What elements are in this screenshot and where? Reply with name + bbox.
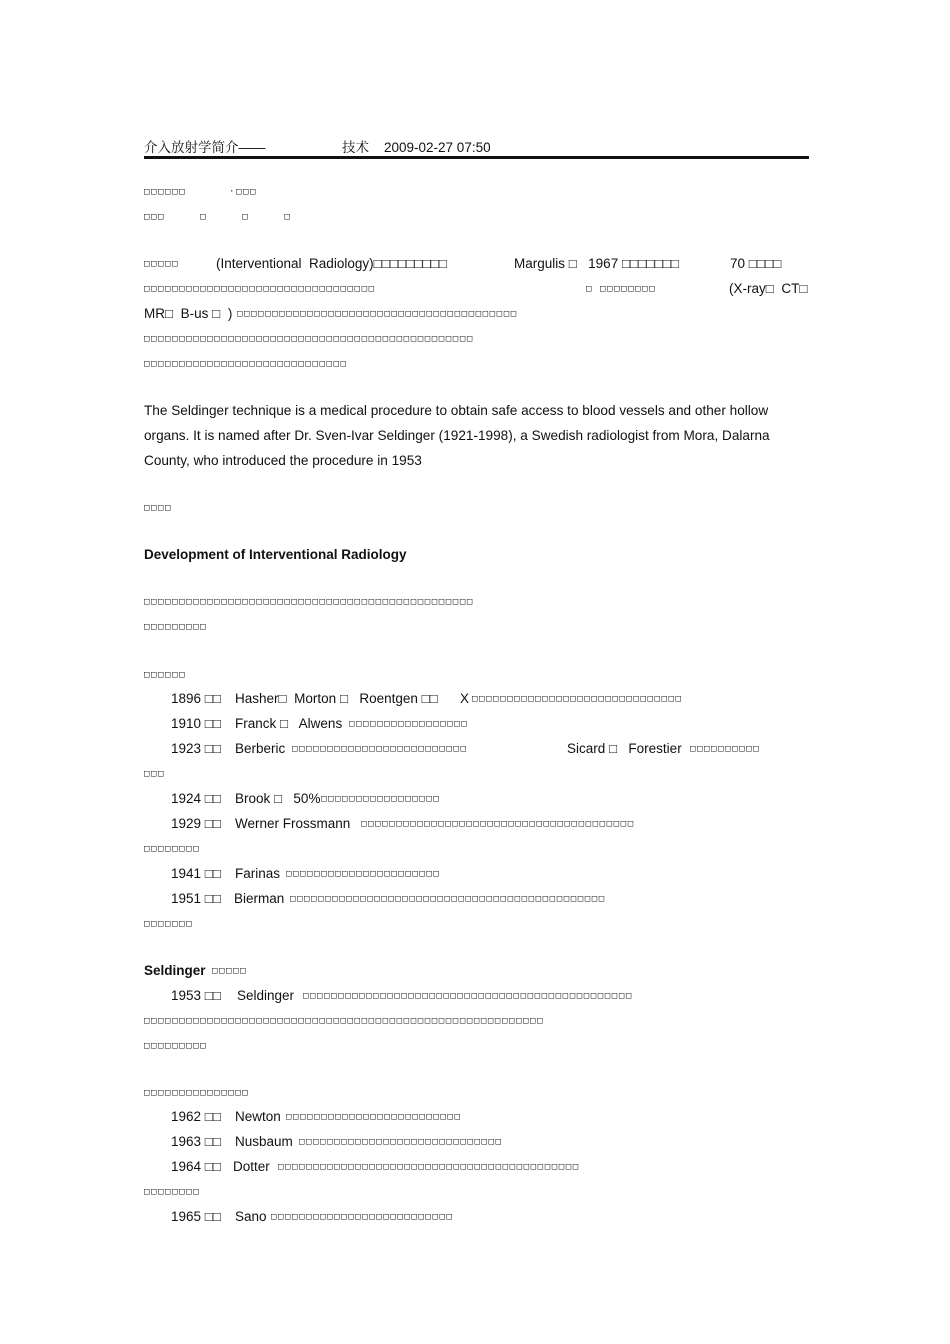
early-year-1951: 1951 □□ <box>171 891 222 906</box>
early-text-1896: □□□□□□□□□□□□□□□□□□□□□□□□□□□□□□ <box>472 694 683 704</box>
intro-l1a: □□□□□ <box>144 259 180 269</box>
seldinger-text-l2: □□□□□□□□□□□□□□□□□□□□□□□□□□□□□□□□□□□□□□□□□□□□□□□□□□□□□□□□□ <box>144 1016 545 1026</box>
seldinger-name: Seldinger <box>237 988 295 1003</box>
early-name-1929: Werner Frossmann <box>235 816 351 831</box>
early-cont-1951: □□□□□□□ <box>144 919 194 929</box>
dev-text-l1: □□□□□□□□□□□□□□□□□□□□□□□□□□□□□□□□□□□□□□□□□□□□□□□ <box>144 597 474 607</box>
article-category: 技术 <box>342 140 369 155</box>
meta-line-1b: ·□□□ <box>229 187 258 197</box>
modern-name-1964: Dotter <box>233 1159 270 1174</box>
modern-cont-1964: □□□□□□□□ <box>144 1187 201 1197</box>
meta-line-2: □□□ □ □ □ <box>144 212 292 222</box>
modern-name-1965: Sano <box>235 1209 267 1224</box>
development-heading: Development of Interventional Radiology <box>144 547 407 562</box>
seldinger-year: 1953 □□ <box>171 988 222 1003</box>
seldinger-heading-cn: □□□□□ <box>212 966 248 976</box>
early-text-1951: □□□□□□□□□□□□□□□□□□□□□□□□□□□□□□□□□□□□□□□□□□□□□ <box>290 894 606 904</box>
header-rule <box>144 156 809 159</box>
early-text2-1923: □□□□□□□□□□ <box>690 744 761 754</box>
early-text-1923: □□□□□□□□□□□□□□□□□□□□□□□□□ <box>292 744 468 754</box>
seldinger-text-l3: □□□□□□□□□ <box>144 1041 208 1051</box>
early-text-1929: □□□□□□□□□□□□□□□□□□□□□□□□□□□□□□□□□□□□□□□ <box>361 819 635 829</box>
article-title: 介入放射学简介—— <box>144 140 266 155</box>
intro-l3b: □□□□□□□□□□□□□□□□□□□□□□□□□□□□□□□□□□□□□□□□ <box>237 309 518 319</box>
intro-l1d: 70 □□□□ <box>730 256 782 271</box>
intro-l4: □□□□□□□□□□□□□□□□□□□□□□□□□□□□□□□□□□□□□□□□□□□□□□□ <box>144 334 474 344</box>
modern-heading: □□□□□□□□□□□□□□□ <box>144 1088 250 1098</box>
seldinger-heading: Seldinger <box>144 963 206 978</box>
early-name-1951: Bierman <box>234 891 285 906</box>
early-text-1910: □□□□□□□□□□□□□□□□□ <box>349 719 469 729</box>
seldinger-english-paragraph: The Seldinger technique is a medical procedure to obtain safe access to blood vessels and other hollow organs. It is named after Dr. Sven-Ivar Seldinger (1921-1998), a Swedish radiologist from Mora, Dalarna County, who introduced the procedure in 1953 <box>144 403 770 468</box>
article-datetime: 2009-02-27 07:50 <box>384 140 491 155</box>
modern-text-1962: □□□□□□□□□□□□□□□□□□□□□□□□□ <box>286 1112 462 1122</box>
early-year-1896: 1896 □□ <box>171 691 222 706</box>
dev-text-l2: □□□□□□□□□ <box>144 622 208 632</box>
early-name-1910: Franck □ Alwens <box>235 716 343 731</box>
small-heading: □□□□ <box>144 503 173 513</box>
early-text-1924: □□□□□□□□□□□□□□□□□ <box>321 794 441 804</box>
early-extra-1896: X <box>460 691 470 706</box>
early-name-1923: Berberic <box>235 741 286 756</box>
modern-text-1963: □□□□□□□□□□□□□□□□□□□□□□□□□□□□□ <box>299 1137 503 1147</box>
intro-l5: □□□□□□□□□□□□□□□□□□□□□□□□□□□□□ <box>144 359 348 369</box>
modern-year-1964: 1964 □□ <box>171 1159 222 1174</box>
modern-year-1962: 1962 □□ <box>171 1109 222 1124</box>
early-heading: □□□□□□ <box>144 670 187 680</box>
early-name-1924: Brook □ 50% <box>235 791 321 806</box>
modern-text-1965: □□□□□□□□□□□□□□□□□□□□□□□□□□ <box>271 1212 454 1222</box>
intro-l1b: (Interventional Radiology)□□□□□□□□□ <box>216 256 447 271</box>
seldinger-text: □□□□□□□□□□□□□□□□□□□□□□□□□□□□□□□□□□□□□□□□□□□□□□□ <box>303 991 633 1001</box>
early-year-1924: 1924 □□ <box>171 791 222 806</box>
intro-l2a: □□□□□□□□□□□□□□□□□□□□□□□□□□□□□□□□□ <box>144 284 376 294</box>
early-name-1941: Farinas <box>235 866 281 881</box>
modern-year-1965: 1965 □□ <box>171 1209 222 1224</box>
meta-line-1a: □□□□□□ <box>144 187 187 197</box>
early-year-1923: 1923 □□ <box>171 741 222 756</box>
modern-text-1964: □□□□□□□□□□□□□□□□□□□□□□□□□□□□□□□□□□□□□□□□□□□ <box>278 1162 580 1172</box>
intro-l1c: Margulis □ 1967 □□□□□□□ <box>514 256 680 271</box>
modern-name-1963: Nusbaum <box>235 1134 293 1149</box>
early-cont-1929: □□□□□□□□ <box>144 844 201 854</box>
early-text-1941: □□□□□□□□□□□□□□□□□□□□□□ <box>286 869 441 879</box>
early-year-1941: 1941 □□ <box>171 866 222 881</box>
intro-l2b: □ □□□□□□□□ <box>586 284 657 294</box>
early-name2-1923: Sicard □ Forestier <box>567 741 682 756</box>
early-cont-1923: □□□ <box>144 769 166 779</box>
early-name-1896: Hasher□ Morton □ Roentgen □□ <box>235 691 438 706</box>
intro-l3a: MR□ B-us □ ) <box>144 306 233 321</box>
early-year-1929: 1929 □□ <box>171 816 222 831</box>
early-year-1910: 1910 □□ <box>171 716 222 731</box>
modern-name-1962: Newton <box>235 1109 281 1124</box>
modern-year-1963: 1963 □□ <box>171 1134 222 1149</box>
intro-l2c: (X-ray□ CT□ <box>729 281 808 296</box>
